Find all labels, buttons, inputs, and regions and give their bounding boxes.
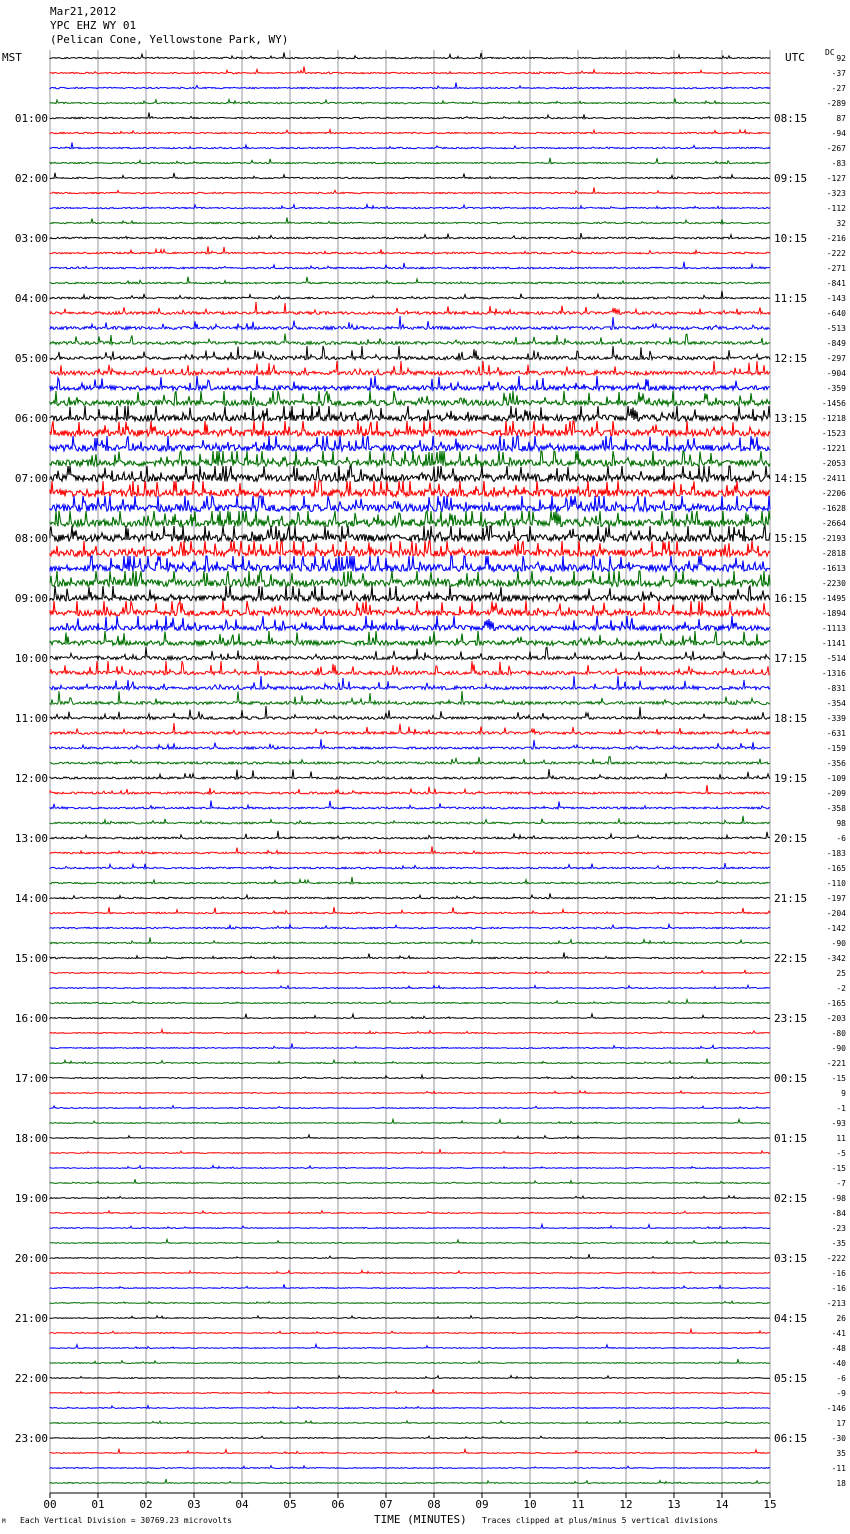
- dc-offset-label: -358: [826, 804, 846, 813]
- dc-offset-label: -15: [831, 1074, 846, 1083]
- dc-offset-label: -342: [826, 954, 846, 963]
- x-tick-label: 00: [43, 1498, 57, 1511]
- dc-offset-label: -209: [826, 789, 846, 798]
- dc-offset-label: -631: [826, 729, 846, 738]
- trace-22: [50, 361, 770, 375]
- trace-67: [50, 1044, 770, 1049]
- left-hour-label: 01:00: [14, 112, 48, 125]
- right-hour-label: 05:15: [774, 1372, 808, 1385]
- trace-4: [50, 99, 770, 104]
- dc-offset-label: -354: [826, 699, 846, 708]
- trace-19: [50, 316, 770, 330]
- trace-36: [50, 571, 770, 587]
- trace-27: [50, 436, 770, 451]
- right-hour-label: 23:15: [774, 1012, 808, 1025]
- trace-32: [50, 511, 770, 527]
- trace-7: [50, 143, 770, 149]
- dc-offset-label: -98: [831, 1194, 846, 1203]
- dc-offset-label: 98: [836, 819, 846, 828]
- traces: [50, 53, 770, 1484]
- left-hour-label: 22:00: [14, 1372, 48, 1385]
- trace-83: [50, 1284, 770, 1288]
- right-hour-label: 08:15: [774, 112, 808, 125]
- dc-offset-label: -297: [826, 354, 846, 363]
- dc-offset-label: -197: [826, 894, 846, 903]
- right-hour-label: 00:15: [774, 1072, 808, 1085]
- dc-offset-label: -204: [826, 909, 846, 918]
- trace-50: [50, 785, 770, 794]
- left-hour-label: 09:00: [14, 592, 48, 605]
- location-label: (Pelican Cone, Yellowstone Park, WY): [50, 33, 289, 46]
- dc-offset-label: -1: [836, 1104, 846, 1113]
- trace-1: [50, 53, 770, 59]
- trace-93: [50, 1436, 770, 1438]
- dc-offset-label: 17: [836, 1419, 846, 1428]
- trace-44: [50, 691, 770, 705]
- trace-85: [50, 1316, 770, 1319]
- dc-offset-label: -640: [826, 309, 846, 318]
- trace-17: [50, 291, 770, 299]
- dc-offset-label: -142: [826, 924, 846, 933]
- x-tick-label: 07: [379, 1498, 393, 1511]
- dc-offset-label: -271: [826, 264, 846, 273]
- trace-3: [50, 82, 770, 88]
- dc-offset-label: 35: [836, 1449, 846, 1458]
- trace-61: [50, 953, 770, 959]
- dc-offset-label: -146: [826, 1404, 846, 1413]
- dc-offset-label: -2818: [821, 549, 846, 558]
- dc-offset-label: 25: [836, 969, 846, 978]
- dc-offset-label: -127: [826, 174, 846, 183]
- trace-84: [50, 1301, 770, 1303]
- trace-45: [50, 706, 770, 719]
- trace-25: [50, 406, 770, 421]
- dc-offset-label: -904: [826, 369, 846, 378]
- x-tick-label: 05: [283, 1498, 297, 1511]
- dc-offset-label: -1456: [821, 399, 846, 408]
- dc-offset-label: -841: [826, 279, 846, 288]
- trace-34: [50, 541, 770, 557]
- dc-offset-label: -222: [826, 249, 846, 258]
- dc-offset-label: -90: [831, 939, 846, 948]
- dc-offset-label: -165: [826, 999, 846, 1008]
- left-hour-label: 16:00: [14, 1012, 48, 1025]
- dc-offset-label: -37: [831, 69, 846, 78]
- dc-offset-label: -109: [826, 774, 846, 783]
- trace-46: [50, 723, 770, 734]
- left-hour-label: 13:00: [14, 832, 48, 845]
- right-hour-label: 10:15: [774, 232, 808, 245]
- left-hour-label: 03:00: [14, 232, 48, 245]
- dc-offset-label: -1141: [821, 639, 846, 648]
- trace-43: [50, 676, 770, 690]
- corner-mark: M: [2, 1518, 6, 1525]
- trace-76: [50, 1179, 770, 1183]
- trace-15: [50, 262, 770, 269]
- dc-offset-label: -27: [831, 84, 846, 93]
- dc-offset-label: -5: [836, 1149, 846, 1158]
- trace-8: [50, 158, 770, 164]
- trace-77: [50, 1196, 770, 1199]
- dc-offset-label: 18: [836, 1479, 846, 1488]
- right-hour-label: 06:15: [774, 1432, 808, 1445]
- dc-offset-label: -83: [831, 159, 846, 168]
- dc-offset-label: -159: [826, 744, 846, 753]
- left-hour-label: 08:00: [14, 532, 48, 545]
- trace-38: [50, 601, 770, 616]
- trace-52: [50, 816, 770, 824]
- left-hour-label: 19:00: [14, 1192, 48, 1205]
- dc-offset-label: -339: [826, 714, 846, 723]
- left-hour-label: 11:00: [14, 712, 48, 725]
- trace-59: [50, 924, 770, 929]
- dc-offset-label: -23: [831, 1224, 846, 1233]
- right-hour-label: 11:15: [774, 292, 808, 305]
- trace-92: [50, 1421, 770, 1424]
- right-hour-label: 19:15: [774, 772, 808, 785]
- trace-13: [50, 233, 770, 239]
- dc-offset-label: -84: [831, 1209, 846, 1218]
- dc-offset-label: -80: [831, 1029, 846, 1038]
- trace-66: [50, 1029, 770, 1033]
- dc-offset-label: -93: [831, 1119, 846, 1128]
- dc-offset-label: 9: [841, 1089, 846, 1098]
- trace-47: [50, 739, 770, 749]
- trace-88: [50, 1359, 770, 1363]
- trace-48: [50, 757, 770, 765]
- left-hour-label: 07:00: [14, 472, 48, 485]
- trace-37: [50, 586, 770, 601]
- dc-offset-label: -849: [826, 339, 846, 348]
- trace-63: [50, 985, 770, 988]
- trace-39: [50, 616, 770, 631]
- dc-offset-label: 92: [836, 54, 846, 63]
- x-tick-label: 11: [571, 1498, 585, 1511]
- trace-14: [50, 246, 770, 254]
- trace-87: [50, 1344, 770, 1348]
- dc-offset-label: -267: [826, 144, 846, 153]
- dc-offset-label: -143: [826, 294, 846, 303]
- trace-56: [50, 877, 770, 884]
- trace-79: [50, 1224, 770, 1228]
- left-hour-label: 06:00: [14, 412, 48, 425]
- right-hour-label: 13:15: [774, 412, 808, 425]
- dc-offset-label: -35: [831, 1239, 846, 1248]
- trace-68: [50, 1059, 770, 1064]
- x-tick-label: 09: [475, 1498, 489, 1511]
- dc-offset-label: -16: [831, 1284, 846, 1293]
- trace-91: [50, 1406, 770, 1409]
- dc-offset-label: -2193: [821, 534, 846, 543]
- trace-57: [50, 893, 770, 898]
- trace-28: [50, 451, 770, 466]
- dc-offset-label: -11: [831, 1464, 846, 1473]
- trace-21: [50, 346, 770, 360]
- left-hour-label: 02:00: [14, 172, 48, 185]
- trace-81: [50, 1254, 770, 1258]
- date-label: Mar21,2012: [50, 5, 117, 18]
- dc-offset-label: -222: [826, 1254, 846, 1263]
- x-tick-label: 04: [235, 1498, 249, 1511]
- dc-offset-label: -41: [831, 1329, 846, 1338]
- dc-offset-label: -216: [826, 234, 846, 243]
- trace-35: [50, 556, 770, 572]
- trace-12: [50, 218, 770, 224]
- trace-23: [50, 376, 770, 390]
- dc-offset-label: -831: [826, 684, 846, 693]
- left-hour-label: 17:00: [14, 1072, 48, 1085]
- trace-33: [50, 526, 770, 542]
- x-tick-label: 02: [139, 1498, 153, 1511]
- trace-11: [50, 205, 770, 209]
- x-tick-label: 14: [715, 1498, 729, 1511]
- right-hour-label: 15:15: [774, 532, 808, 545]
- dc-offset-label: -2: [836, 984, 846, 993]
- dc-offset-label: -110: [826, 879, 846, 888]
- trace-2: [50, 67, 770, 74]
- trace-26: [50, 421, 770, 436]
- trace-65: [50, 1014, 770, 1019]
- dc-offset-label: -40: [831, 1359, 846, 1368]
- right-hour-label: 01:15: [774, 1132, 808, 1145]
- right-timezone-label: UTC: [785, 51, 805, 64]
- dc-offset-label: -165: [826, 864, 846, 873]
- dc-offset-label: -6: [836, 1374, 846, 1383]
- dc-offset-label: 26: [836, 1314, 846, 1323]
- dc-header-label: DC: [825, 48, 835, 57]
- trace-49: [50, 769, 770, 779]
- dc-offset-label: -90: [831, 1044, 846, 1053]
- x-tick-label: 10: [523, 1498, 537, 1511]
- dc-offset-label: -359: [826, 384, 846, 393]
- dc-offset-label: 11: [836, 1134, 846, 1143]
- dc-offset-label: -323: [826, 189, 846, 198]
- left-hour-label: 04:00: [14, 292, 48, 305]
- right-hour-label: 21:15: [774, 892, 808, 905]
- dc-offset-label: -2053: [821, 459, 846, 468]
- trace-58: [50, 907, 770, 914]
- dc-offset-label: 87: [836, 114, 846, 123]
- trace-30: [50, 481, 770, 497]
- dc-offset-label: -203: [826, 1014, 846, 1023]
- trace-60: [50, 937, 770, 943]
- trace-41: [50, 647, 770, 660]
- trace-31: [50, 496, 770, 512]
- trace-24: [50, 391, 770, 406]
- dc-offset-label: -1221: [821, 444, 846, 453]
- left-hour-label: 20:00: [14, 1252, 48, 1265]
- left-hour-label: 18:00: [14, 1132, 48, 1145]
- trace-74: [50, 1149, 770, 1153]
- trace-69: [50, 1075, 770, 1079]
- dc-offset-label: -15: [831, 1164, 846, 1173]
- left-hour-label: 21:00: [14, 1312, 48, 1325]
- x-tick-label: 06: [331, 1498, 345, 1511]
- x-tick-label: 08: [427, 1498, 441, 1511]
- dc-offset-label: -1523: [821, 429, 846, 438]
- trace-86: [50, 1329, 770, 1333]
- right-hour-label: 03:15: [774, 1252, 808, 1265]
- station-label: YPC EHZ WY 01: [50, 19, 137, 32]
- dc-offset-label: -2230: [821, 579, 846, 588]
- dc-offset-label: -7: [836, 1179, 846, 1188]
- dc-offset-label: -1894: [821, 609, 846, 618]
- labels: [15, 54, 846, 1511]
- dc-offset-label: -213: [826, 1299, 846, 1308]
- dc-offset-label: -221: [826, 1059, 846, 1068]
- scale-note: Each Vertical Division = 30769.23 microvolts: [20, 1516, 232, 1525]
- dc-offset-label: -1628: [821, 504, 846, 513]
- trace-94: [50, 1449, 770, 1453]
- left-hour-label: 23:00: [14, 1432, 48, 1445]
- right-hour-label: 12:15: [774, 352, 808, 365]
- trace-5: [50, 113, 770, 119]
- trace-75: [50, 1166, 770, 1169]
- trace-9: [50, 173, 770, 179]
- x-tick-label: 12: [619, 1498, 633, 1511]
- x-axis-label: TIME (MINUTES): [374, 1513, 467, 1526]
- dc-offset-label: -183: [826, 849, 846, 858]
- dc-offset-label: 32: [836, 219, 846, 228]
- right-hour-label: 22:15: [774, 952, 808, 965]
- dc-offset-label: -2206: [821, 489, 846, 498]
- dc-offset-label: -94: [831, 129, 846, 138]
- trace-70: [50, 1091, 770, 1094]
- trace-80: [50, 1239, 770, 1243]
- dc-offset-label: -6: [836, 834, 846, 843]
- dc-offset-label: -514: [826, 654, 846, 663]
- trace-42: [50, 661, 770, 675]
- trace-71: [50, 1106, 770, 1109]
- right-hour-label: 20:15: [774, 832, 808, 845]
- trace-55: [50, 863, 770, 869]
- trace-10: [50, 187, 770, 193]
- x-tick-label: 15: [763, 1498, 777, 1511]
- trace-64: [50, 1000, 770, 1004]
- trace-53: [50, 831, 770, 839]
- dc-offset-label: -2664: [821, 519, 846, 528]
- trace-90: [50, 1389, 770, 1393]
- dc-offset-label: -1495: [821, 594, 846, 603]
- right-hour-label: 02:15: [774, 1192, 808, 1205]
- trace-40: [50, 631, 770, 645]
- left-hour-label: 12:00: [14, 772, 48, 785]
- left-hour-label: 10:00: [14, 652, 48, 665]
- left-hour-label: 14:00: [14, 892, 48, 905]
- x-tick-label: 03: [187, 1498, 201, 1511]
- trace-78: [50, 1211, 770, 1214]
- trace-18: [50, 302, 770, 315]
- dc-offset-label: -48: [831, 1344, 846, 1353]
- dc-offset-label: -1218: [821, 414, 846, 423]
- right-hour-label: 09:15: [774, 172, 808, 185]
- trace-89: [50, 1376, 770, 1379]
- dc-offset-label: -513: [826, 324, 846, 333]
- trace-29: [50, 466, 770, 482]
- right-hour-label: 16:15: [774, 592, 808, 605]
- dc-offset-label: -289: [826, 99, 846, 108]
- dc-offset-label: -112: [826, 204, 846, 213]
- trace-72: [50, 1119, 770, 1123]
- left-hour-label: 05:00: [14, 352, 48, 365]
- dc-offset-label: -9: [836, 1389, 846, 1398]
- trace-20: [50, 334, 770, 345]
- right-hour-label: 18:15: [774, 712, 808, 725]
- trace-95: [50, 1466, 770, 1469]
- dc-offset-label: -1613: [821, 564, 846, 573]
- dc-offset-label: -30: [831, 1434, 846, 1443]
- x-tick-label: 13: [667, 1498, 681, 1511]
- x-tick-label: 01: [91, 1498, 105, 1511]
- trace-62: [50, 970, 770, 974]
- left-timezone-label: MST: [2, 51, 22, 64]
- dc-offset-label: -16: [831, 1269, 846, 1278]
- left-hour-label: 15:00: [14, 952, 48, 965]
- trace-16: [50, 277, 770, 284]
- clip-note: Traces clipped at plus/minus 5 vertical divisions: [482, 1516, 719, 1525]
- dc-offset-label: -1316: [821, 669, 846, 678]
- right-hour-label: 04:15: [774, 1312, 808, 1325]
- trace-82: [50, 1271, 770, 1274]
- right-hour-label: 17:15: [774, 652, 808, 665]
- dc-offset-label: -1113: [821, 624, 846, 633]
- right-hour-label: 14:15: [774, 472, 808, 485]
- trace-51: [50, 801, 770, 810]
- dc-offset-label: -2411: [821, 474, 846, 483]
- trace-73: [50, 1135, 770, 1139]
- trace-6: [50, 130, 770, 134]
- dc-offset-label: -356: [826, 759, 846, 768]
- trace-96: [50, 1479, 770, 1483]
- trace-54: [50, 846, 770, 853]
